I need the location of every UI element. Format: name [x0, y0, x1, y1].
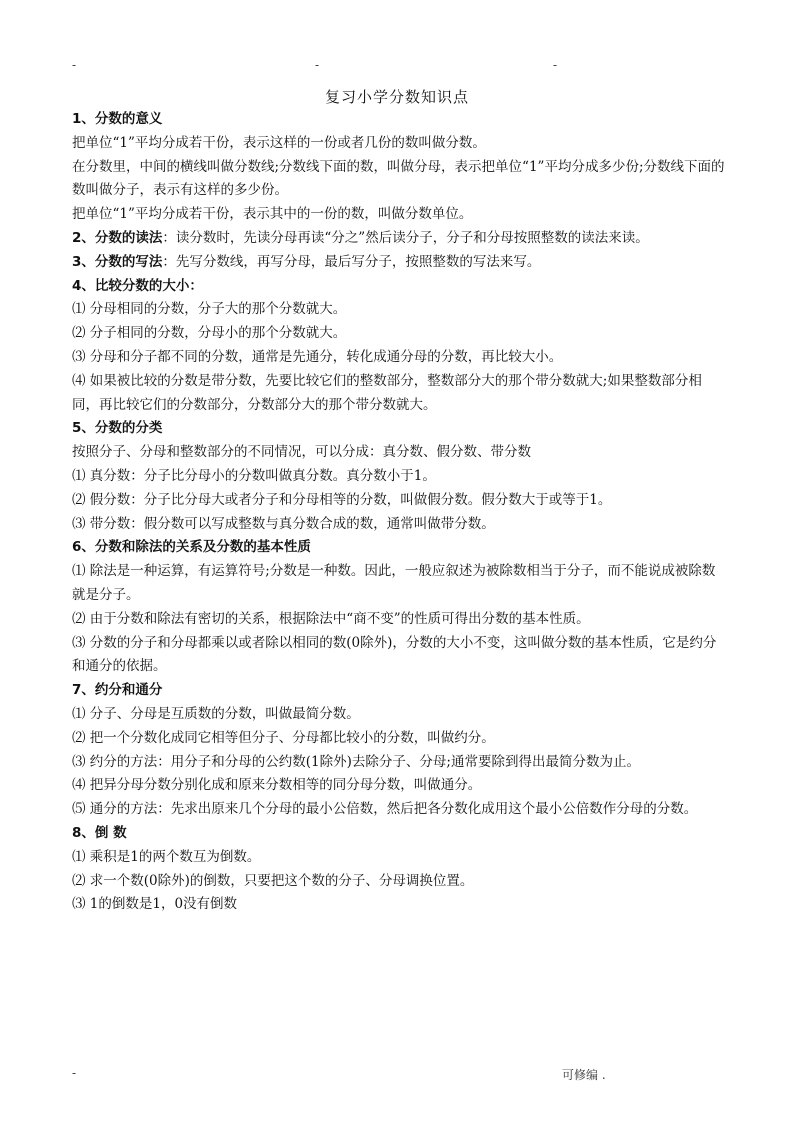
list-item: ⑶ 带分数：假分数可以写成整数与真分数合成的数，通常叫做带分数。 [72, 515, 495, 532]
paragraph: 按照分子、分母和整数部分的不同情况，可以分成：真分数、假分数、带分数 [72, 444, 531, 461]
section-heading: 8、倒 数 [72, 824, 127, 841]
list-item: ⑶ 约分的方法：用分子和分母的公约数(1除外)去除分子、分母;通常要除到得出最简分数为止。 [72, 753, 640, 770]
list-item: ⑷ 把异分母分数分别化成和原来分数相等的同分母分数，叫做通分。 [72, 777, 482, 794]
list-item: ⑷ 如果被比较的分数是带分数，先要比较它们的整数部分，整数部分大的那个带分数就大;如果整数部分相同，再比较它们的分数部分，分数部分大的那个带分数就大。 [72, 372, 702, 413]
list-item: ⑴ 分子、分母是互质数的分数，叫做最简分数。 [72, 705, 360, 722]
section-heading: 6、分数和除法的关系及分数的基本性质 [72, 539, 311, 556]
list-item: ⑶ 分母和分子都不同的分数，通常是先通分，转化成通分母的分数，再比较大小。 [72, 348, 563, 365]
paragraph [72, 251, 727, 275]
list-item: ⑴ 真分数：分子比分母小的分数叫做真分数。真分数小于1。 [72, 467, 436, 484]
list-item: ⑴ 分母相同的分数，分子大的那个分数就大。 [72, 301, 347, 318]
footer-note: 可修编 . [562, 1068, 606, 1082]
list-item: ⑸ 通分的方法：先求出原来几个分母的最小公倍数，然后把各分数化成用这个最小公倍数作分母的分数。 [72, 801, 698, 818]
paragraph: 把单位“1”平均分成若干份，表示其中的一份的数，叫做分数单位。 [72, 206, 473, 223]
section-text: ：读分数时，先读分母再读“分之”然后读分子，分子和分母按照整数的读法来读。 [162, 229, 649, 246]
list-item: ⑵ 把一个分数化成同它相等但分子、分母都比较小的分数，叫做约分。 [72, 729, 495, 746]
list-item: ⑵ 由于分数和除法有密切的关系，根据除法中“商不变”的性质可得出分数的基本性质。 [72, 610, 590, 627]
page-title: 复习小学分数知识点 [324, 88, 469, 106]
list-item: ⑴ 除法是一种运算，有运算符号;分数是一种数。因此，一般应叙述为被除数相当于分子，而不能说成被除数就是分子。 [72, 563, 716, 603]
section-heading: 1、分数的意义 [72, 111, 163, 127]
paragraph [72, 227, 727, 251]
list-item: ⑶ 分数的分子和分母都乘以或者除以相同的数(0除外)，分数的大小不变，这叫做分数的基本性质，它是约分和通分的依据。 [72, 634, 717, 675]
header-mark-right: - [553, 58, 558, 72]
list-item: ⑵ 分子相同的分数，分母小的那个分数就大。 [72, 325, 347, 342]
list-item: ⑵ 假分数：分子比分母大或者分子和分母相等的分数，叫做假分数。假分数大于或等于1。 [72, 491, 612, 508]
paragraph: 在分数里，中间的横线叫做分数线;分数线下面的数，叫做分母，表示把单位“1”平均分成多少份;分数线下面的数叫做分子，表示有这样的多少份。 [72, 158, 725, 199]
footer-mark: - [72, 1066, 77, 1080]
document-body [72, 108, 727, 917]
section-text: ：先写分数线，再写分母，最后写分子，按照整数的写法来写。 [162, 253, 541, 270]
list-item: ⑶ 1的倒数是1，0没有倒数 [72, 896, 238, 913]
list-item: ⑴ 乘积是1的两个数互为倒数。 [72, 848, 261, 865]
paragraph: 把单位“1”平均分成若干份，表示这样的一份或者几份的数叫做分数。 [72, 134, 486, 151]
section-heading: 4、比较分数的大小： [72, 277, 203, 294]
section-heading: 5、分数的分类 [72, 420, 163, 437]
section-heading: 2、分数的读法 [72, 229, 163, 246]
list-item: ⑵ 求一个数(0除外)的倒数，只要把这个数的分子、分母调换位置。 [72, 872, 474, 889]
header-mark-center: - [315, 58, 320, 72]
header-mark-left: - [72, 58, 77, 72]
section-heading: 7、约分和通分 [72, 682, 163, 699]
section-heading: 3、分数的写法 [72, 253, 163, 270]
